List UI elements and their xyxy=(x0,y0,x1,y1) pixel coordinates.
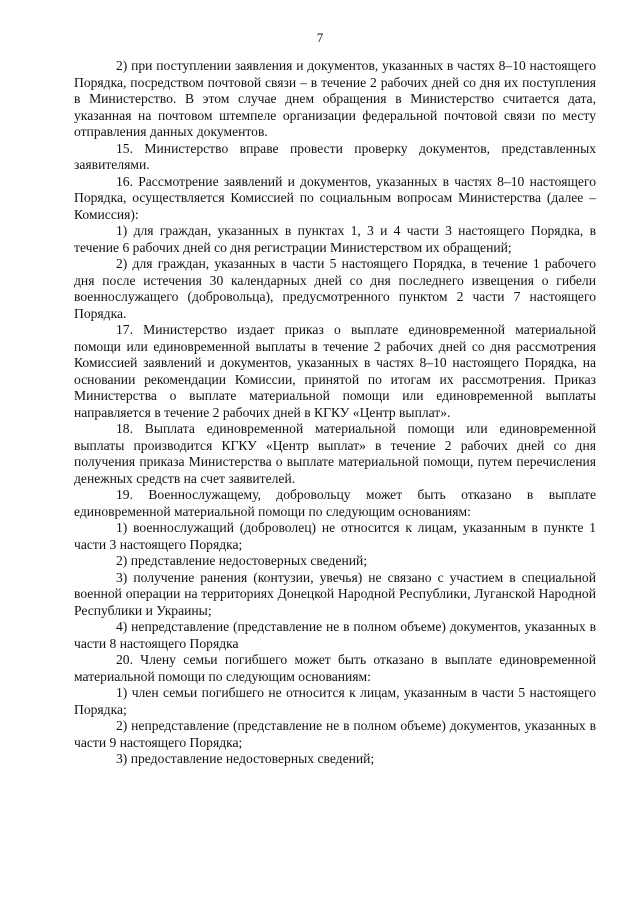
paragraph-20-item-2: 2) непредставление (представление не в полном объеме) документов, указанных в части 9 настоящего Порядка; xyxy=(74,718,596,750)
paragraph-19-item-4: 4) непредставление (представление не в полном объеме) документов, указанных в части 8 настоящего Порядка xyxy=(74,619,596,651)
paragraph-20-item-3: 3) предоставление недостоверных сведений; xyxy=(116,751,375,766)
paragraph-19-item-3: 3) получение ранения (контузии, увечья) не связано с участием в специальной военной операции на территориях Донецкой Народной Республики, Луганской Народной Республики и Украины; xyxy=(74,569,596,618)
paragraph-19: 19. Военнослужащему, добровольцу может быть отказано в выплате единовременной материальной помощи по следующим основаниям: xyxy=(74,487,596,519)
paragraph-19-item-2: 2) представление недостоверных сведений; xyxy=(116,553,368,568)
paragraph-16: 16. Рассмотрение заявлений и документов, указанных в частях 8–10 настоящего Порядка, осуществляется Комиссией по социальным вопросам Министерства (далее – Комиссия): xyxy=(74,173,596,222)
paragraph-19-item-1: 1) военнослужащий (доброволец) не относится к лицам, указанным в пункте 1 части 3 настоящего Порядка; xyxy=(74,520,596,552)
document-body xyxy=(74,58,596,768)
paragraph-18: 18. Выплата единовременной материальной помощи или единовременной выплаты производится КГКУ «Центр выплат» в течение 2 рабочих дней со дня получения приказа Министерства о выплате материальной помощи, путем перечисления денежных средств на счет заявителей. xyxy=(74,421,596,486)
page-number: 7 xyxy=(316,30,324,45)
paragraph-20-item-1: 1) член семьи погибшего не относится к лицам, указанным в части 5 настоящего Порядка; xyxy=(74,685,596,717)
paragraph-20: 20. Члену семьи погибшего может быть отказано в выплате единовременной материальной помощи по следующим основаниям: xyxy=(74,652,596,684)
paragraph-16-item-1: 1) для граждан, указанных в пунктах 1, 3 и 4 части 3 настоящего Порядка, в течение 6 рабочих дней со дня регистрации Министерством их обращений; xyxy=(74,223,596,255)
paragraph-17: 17. Министерство издает приказ о выплате единовременной материальной помощи или единовременной выплаты в течение 2 рабочих дней со дня рассмотрения Комиссией заявлений и документов, указанных в частях 8–10 настоящего Порядка, на основании рекомендации Комиссии, принятой по итогам их рассмотрения. Приказ Министерства о выплате материальной помощи или единовременной выплаты направляется в течение 2 рабочих дней в КГКУ «Центр выплат». xyxy=(74,322,596,420)
paragraph-15: 15. Министерство вправе провести проверку документов, представленных заявителями. xyxy=(74,140,596,172)
paragraph-16-item-2: 2) для граждан, указанных в части 5 настоящего Порядка, в течение 1 рабочего дня после истечения 30 календарных дней со дня последнего извещения о гибели военнослужащего (добровольца), предусмотренного пунктом 2 части 7 настоящего Порядка. xyxy=(74,256,596,321)
paragraph-item-2-postal: 2) при поступлении заявления и документов, указанных в частях 8–10 настоящего Порядка, посредством почтовой связи – в течение 2 рабочих дней со дня их поступления в Министерство. В этом случае днем обращения в Министерство считается дата, указанная на почтовом штемпеле организации федеральной почтовой связи по месту отправления данных документов. xyxy=(74,58,596,139)
